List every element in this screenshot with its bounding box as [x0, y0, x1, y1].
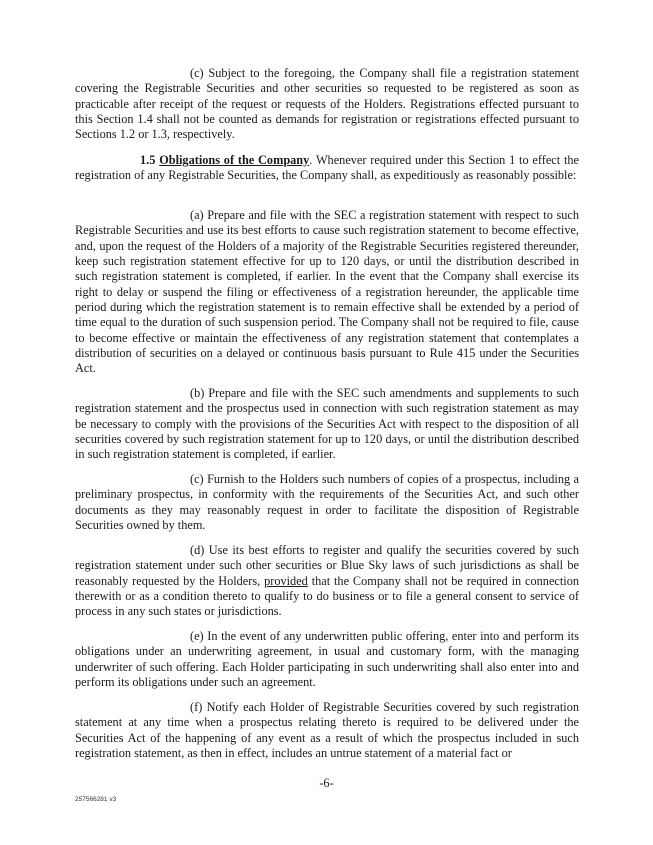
paragraph-d [75, 543, 579, 620]
section-1-5-text: Whenever required under this Section 1 to effect the registration of any Registrable Securities, the Company shall, as expeditiously as reasonably possible: [75, 153, 579, 183]
paragraph-b: (b) Prepare and file with the SEC such amendments and supplements to such registration statement and the prospectus used in connection with such registration statement as may be necessary to comply with the provisions of the Securities Act with respect to the disposition of all securities covered by such registration statement for up to 120 days, or until the distribution described in such registration statement is completed, if earlier. [75, 386, 579, 462]
section-1-5-paragraph [75, 153, 579, 184]
provided-term: provided [264, 573, 308, 588]
paragraph-e: (e) In the event of any underwritten public offering, enter into and perform its obligations under an underwriting agreement, in usual and customary form, with the managing underwriter of such offering. Each Holder participating in such underwriting shall also enter into and perform its obligations under such an agreement. [75, 629, 579, 690]
page-number: -6- [319, 776, 334, 790]
paragraph-d-text-before: (d) Use its best efforts to register and qualify the securities covered by such registration statement under such other securities or Blue Sky laws of such jurisdictions as shall be reasonably requested by the Holders, [75, 543, 579, 588]
paragraph-a: (a) Prepare and file with the SEC a registration statement with respect to such Registrable Securities and use its best efforts to cause such registration statement to become effective, and, upon the request of the Holders of a majority of the Registrable Securities registered thereunder, keep such registration statement effective for up to 120 days, or until the distribution described in such registration statement is completed, if earlier. In the event that the Company shall exercise its right to delay or suspend the filing or effectiveness of a registration hereunder, the applicable time period during which the registration statement is to remain effective shall be extended by a period of time equal to the duration of such suspension period. The Company shall not be required to file, cause to become effective or maintain the effectiveness of any registration statement that contemplates a distribution of securities on a delayed or continuous basis pursuant to Rule 415 under the Securities Act. [75, 208, 579, 376]
paragraph-c-intro: (c) Subject to the foregoing, the Company shall file a registration statement covering the Registrable Securities and other securities so requested to be registered as soon as practicable after receipt of the request or requests of the Holders. Registrations effected pursuant to this Section 1.4 shall not be counted as demands for registration or registrations effected pursuant to Sections 1.2 or 1.3, respectively. [75, 66, 579, 142]
section-number: 1.5 [140, 153, 156, 167]
section-title: Obligations of the Company [159, 153, 310, 167]
paragraph-c: (c) Furnish to the Holders such numbers of copies of a prospectus, including a preliminary prospectus, in conformity with the requirements of the Securities Act, and such other documents as they may reasonably request in order to facilitate the disposition of Registrable Securities owned by them. [75, 472, 579, 533]
paragraph-d-text-after: that the Company shall not be required in connection therewith or as a condition thereto to qualify to do business or to file a general consent to service of process in any such states or jurisdictions. [75, 573, 579, 619]
document-id: 257566281 v3 [75, 796, 117, 803]
paragraph-f: (f) Notify each Holder of Registrable Securities covered by such registration statement at any time when a prospectus relating thereto is required to be delivered under the Securities Act of the happening of any event as a result of which the prospectus included in such registration statement, as then in effect, includes an untrue statement of a material fact or [75, 700, 579, 761]
section-title-period: . [309, 153, 313, 167]
